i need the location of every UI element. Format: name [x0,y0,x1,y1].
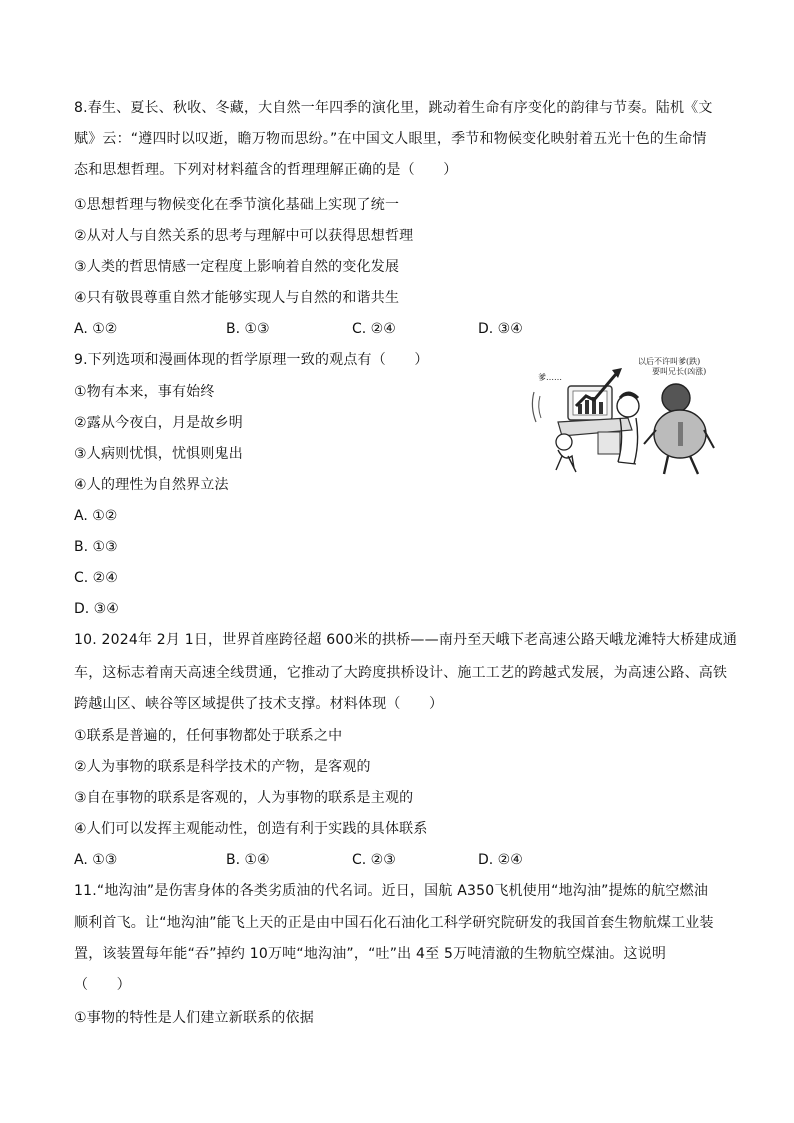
q11-stem-line-4: （ ） [74,977,131,993]
q8-stem-line-3: 态和思想哲理。下列对材料蕴含的哲理理解正确的是（ ） [74,162,458,178]
q9-cartoon-image [528,352,720,477]
q9-item-2: ②露从今夜白，月是故乡明 [74,415,243,431]
q9-item-4: ④人的理性为自然界立法 [74,477,229,493]
q8-stem-line-1: 8.春生、夏长、秋收、冬藏，大自然一年四季的演化里，跳动着生命有序变化的韵律与节奏。陆机《文 [74,100,713,116]
cartoon-caption-line-2: 要叫兄长(凶涨) [652,367,707,376]
q8-stem-line-2: 赋》云：“遵四时以叹逝，瞻万物而思纷。”在中国文人眼里，季节和物候变化映射着五光十色的生命情 [74,131,707,147]
q8-option-d: D. ③④ [478,321,523,337]
q9-option-b: B. ①③ [74,539,118,555]
q10-stem-line-2: 车，这标志着南天高速全线贯通，它推动了大跨度拱桥设计、施工工艺的跨越式发展，为高速公路、高铁 [74,665,728,681]
q8-item-1: ①思想哲理与物候变化在季节演化基础上实现了统一 [74,197,400,213]
q9-option-c: C. ②④ [74,570,118,586]
q8-item-3: ③人类的哲思情感一定程度上影响着自然的变化发展 [74,259,400,275]
q10-option-d: D. ②④ [478,852,523,868]
q8-item-4: ④只有敬畏尊重自然才能够实现人与自然的和谐共生 [74,290,400,306]
q9-item-3: ③人病则忧惧，忧惧则鬼出 [74,446,243,462]
q8-item-2: ②从对人与自然关系的思考与理解中可以获得思想哲理 [74,228,414,244]
cartoon-child-speech: 爹…… [538,373,562,382]
q11-stem-line-2: 顺利首飞。让“地沟油”能飞上天的正是由中国石化石油化工科学研究院研发的我国首套生物航煤工业装 [74,915,714,931]
q10-item-4: ④人们可以发挥主观能动性，创造有利于实践的具体联系 [74,821,428,837]
q9-item-1: ①物有本来，事有始终 [74,384,215,400]
q8-option-c: C. ②④ [352,321,396,337]
q9-stem: 9.下列选项和漫画体现的哲学原理一致的观点有（ ） [74,352,429,368]
q10-item-3: ③自在事物的联系是客观的，人为事物的联系是主观的 [74,790,414,806]
q11-item-1: ①事物的特性是人们建立新联系的依据 [74,1010,314,1026]
q10-option-b: B. ①④ [226,852,270,868]
q8-option-a: A. ①② [74,321,118,337]
q10-item-1: ①联系是普遍的，任何事物都处于联系之中 [74,728,343,744]
q11-stem-line-1: 11.“地沟油”是伤害身体的各类劣质油的代名词。近日，国航 A350飞机使用“地沟油”提炼的航空燃油 [74,883,709,899]
q9-option-a: A. ①② [74,508,118,524]
q10-stem-line-1: 10. 2024年 2月 1日，世界首座跨径超 600米的拱桥——南丹至天峨下老高速公路天峨龙滩特大桥建成通 [74,632,738,648]
q9-option-d: D. ③④ [74,601,119,617]
q10-option-c: C. ②③ [352,852,396,868]
cartoon-caption-line-1: 以后不许叫爹(跌) [638,357,701,366]
q10-stem-line-3: 跨越山区、峡谷等区域提供了技术支撑。材料体现（ ） [74,696,444,712]
q10-item-2: ②人为事物的联系是科学技术的产物，是客观的 [74,759,371,775]
q10-option-a: A. ①③ [74,852,118,868]
q8-option-b: B. ①③ [226,321,270,337]
q11-stem-line-3: 置，该装置每年能“吞”掉约 10万吨“地沟油”，“吐”出 4至 5万吨清澈的生物航空煤油。这说明 [74,946,667,962]
